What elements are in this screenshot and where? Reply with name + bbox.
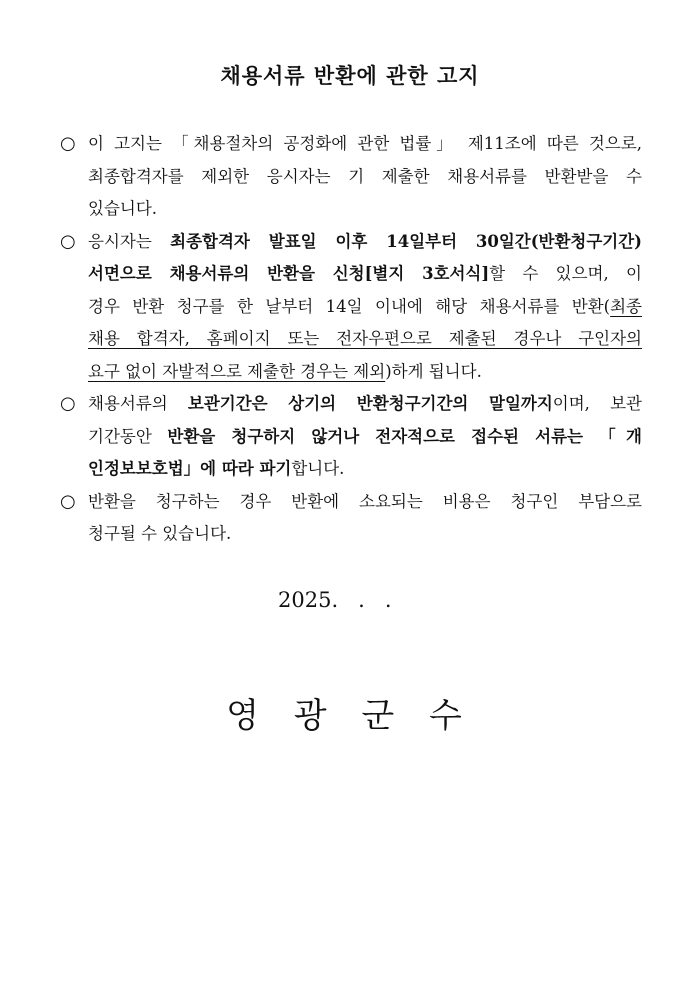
circle-bullet-icon: ○ bbox=[60, 230, 76, 252]
text-segment: 응시자는 bbox=[88, 231, 171, 251]
text-line bbox=[88, 486, 642, 519]
underlined-text: 최종 bbox=[610, 296, 642, 316]
text-line bbox=[88, 128, 642, 161]
circle-bullet-icon: ○ bbox=[60, 133, 76, 154]
emphasized-text: 최종합격자 발표일 이후 14일부터 30일간(반환청구기간) bbox=[170, 231, 642, 251]
text-segment: 경우 반환 청구를 한 날부터 14일 이내에 해당 채용서류를 반환( bbox=[88, 296, 611, 316]
emphasized-text: 반환을 청구하지 않거나 전자적으로 접수된 서류는 「개 bbox=[167, 426, 642, 446]
text-line bbox=[88, 453, 642, 486]
document-title: 채용서류 반환에 관한 고지 bbox=[220, 63, 480, 88]
notice-item bbox=[60, 388, 642, 486]
text-segment: 이 고지는 「채용절차의 공정화에 관한 법률」 제11조에 따른 것으로, bbox=[88, 134, 642, 153]
text-line bbox=[88, 226, 642, 259]
text-line bbox=[88, 518, 642, 551]
emphasized-text: 인정보보호법」에 따라 파기 bbox=[88, 459, 292, 478]
underlined-text: 채용 합격자, 홈페이지 또는 전자우편으로 제출된 경우나 구인자의 bbox=[88, 329, 642, 348]
notice-item bbox=[60, 486, 642, 551]
emphasized-text: 보관기간은 상기의 반환청구기간의 말일까지 bbox=[187, 394, 553, 413]
notice-item bbox=[60, 226, 642, 389]
emphasized-text: 서면으로 채용서류의 반환을 신청[별지 3호서식] bbox=[88, 264, 490, 283]
text-segment: 있습니다. bbox=[88, 199, 158, 218]
text-line bbox=[88, 161, 642, 194]
underlined-text: 요구 없이 자발적으로 제출한 경우는 제외 bbox=[88, 361, 386, 381]
text-line bbox=[88, 258, 642, 291]
text-line bbox=[88, 356, 642, 389]
text-line bbox=[88, 291, 642, 324]
text-line bbox=[88, 193, 642, 226]
notice-body bbox=[60, 128, 642, 551]
text-segment: )하게 됩니다. bbox=[385, 361, 482, 381]
text-segment: 반환을 청구하는 경우 반환에 소요되는 비용은 청구인 부담으로 bbox=[88, 491, 642, 511]
text-line bbox=[88, 388, 642, 421]
issuer-signature: 영 광 군 수 bbox=[226, 696, 474, 736]
text-segment: 이며, 보관 bbox=[552, 394, 642, 413]
text-segment: 청구될 수 있습니다. bbox=[88, 524, 232, 543]
text-line bbox=[88, 421, 642, 454]
notice-item bbox=[60, 128, 642, 226]
text-segment: 할 수 있으며, 이 bbox=[489, 264, 642, 283]
text-line bbox=[88, 323, 642, 356]
circle-bullet-icon: ○ bbox=[60, 393, 76, 414]
date: 2025. . . bbox=[278, 588, 392, 612]
circle-bullet-icon: ○ bbox=[60, 490, 76, 512]
text-segment: 합니다. bbox=[291, 459, 345, 478]
text-segment: 기간동안 bbox=[88, 426, 168, 446]
text-segment: 최종합격자를 제외한 응시자는 기 제출한 채용서류를 반환받을 수 bbox=[88, 166, 642, 186]
text-segment: 채용서류의 bbox=[88, 394, 188, 413]
